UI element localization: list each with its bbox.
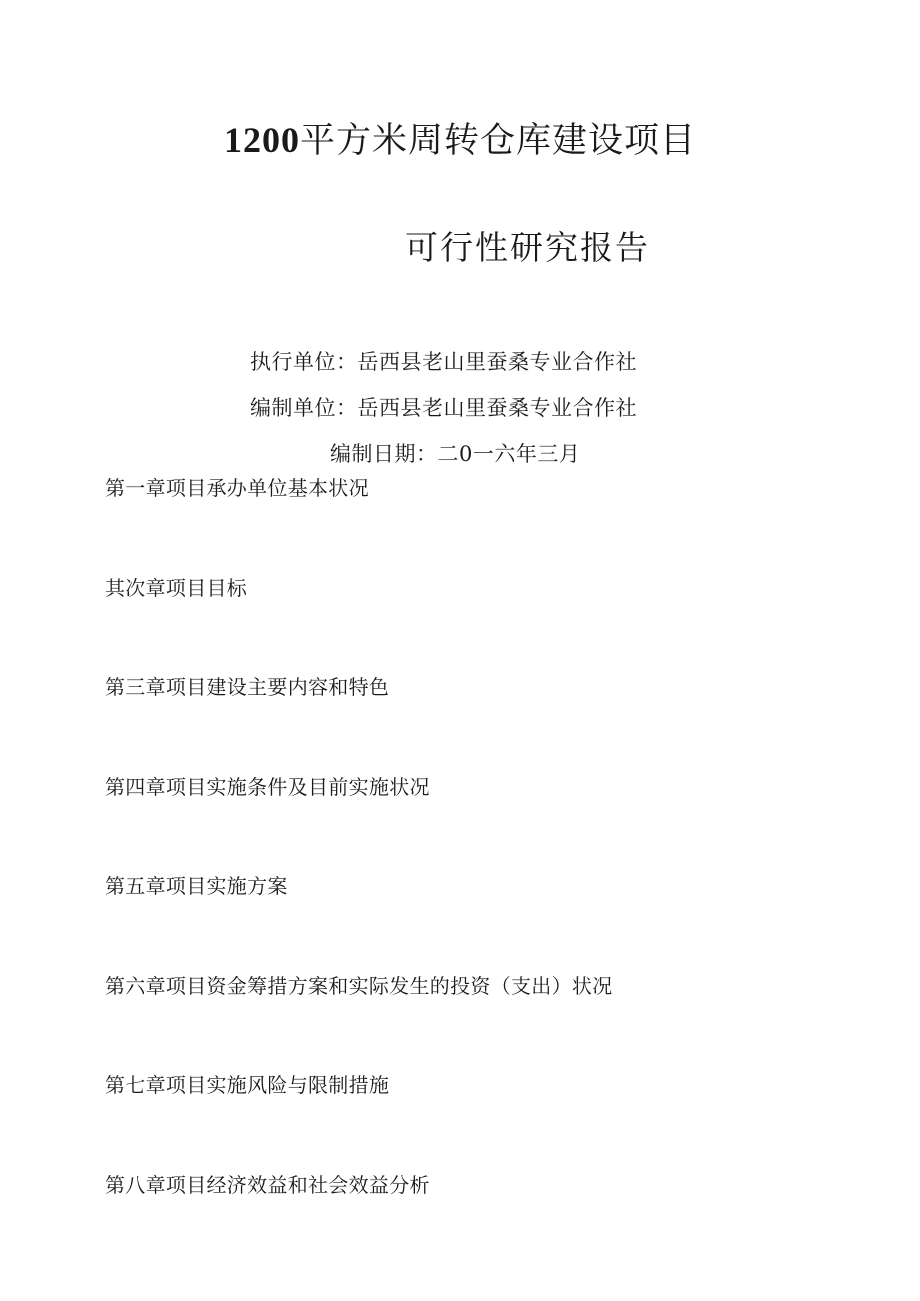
executing-unit: 执行单位：岳西县老山里蚕桑专业合作社 xyxy=(250,350,637,374)
title-number: 1200 xyxy=(223,120,300,160)
toc-item-chapter-1: 第一章项目承办单位基本状况 xyxy=(105,476,369,500)
toc-item-chapter-3: 第三章项目建设主要内容和特色 xyxy=(105,675,390,699)
toc-item-chapter-5: 第五章项目实施方案 xyxy=(105,874,288,898)
toc-item-chapter-8: 第八章项目经济效益和社会效益分析 xyxy=(105,1172,430,1197)
toc-item-chapter-6: 第六章项目资金筹措方案和实际发生的投资（支出）状况 xyxy=(105,973,613,998)
compiling-unit: 编制单位：岳西县老山里蚕桑专业合作社 xyxy=(250,396,637,420)
compile-date: 编制日期：二0一六年三月 xyxy=(330,442,581,466)
title-text: 平方米周转仓库建设项目 xyxy=(299,121,696,161)
table-of-contents xyxy=(105,472,885,1268)
toc-item-chapter-2: 其次章项目目标 xyxy=(105,575,248,600)
report-title-line2: 可行性研究报告 xyxy=(405,228,650,267)
toc-item-chapter-7: 第七章项目实施风险与限制措施 xyxy=(105,1073,390,1097)
report-title-line1 xyxy=(0,112,920,169)
toc-item-chapter-4: 第四章项目实施条件及目前实施状况 xyxy=(105,774,430,799)
